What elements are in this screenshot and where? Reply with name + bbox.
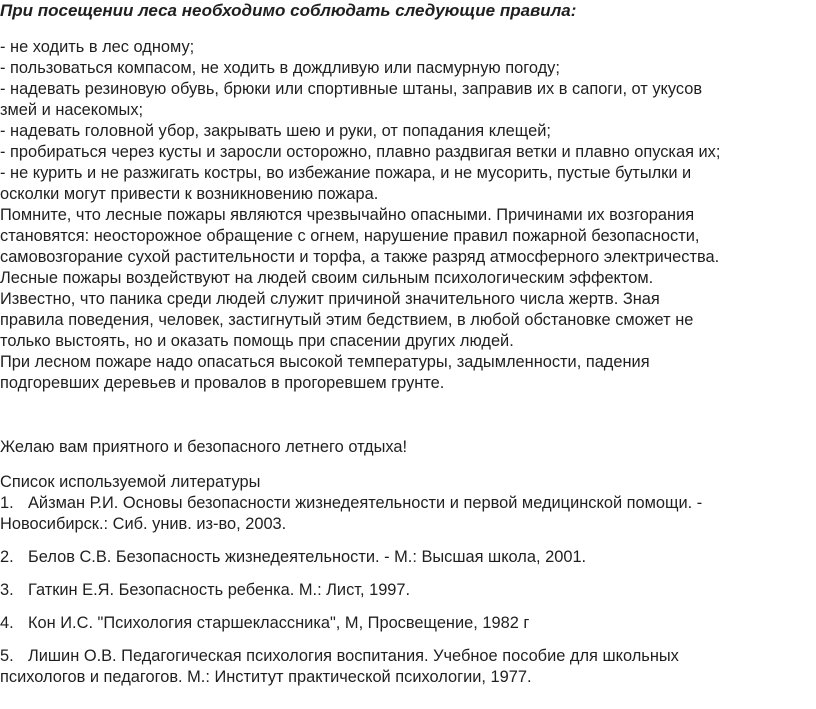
reference-text: психологов и педагогов. М.: Институт практической психологии, 1977. — [0, 668, 532, 686]
reference-number: 2. — [0, 548, 14, 566]
reference-number: 3. — [0, 581, 14, 599]
document-heading: При посещении леса необходимо соблюдать следующие правила: — [0, 1, 577, 20]
rule-line: - не курить и не разжигать костры, во избежание пожара, и не мусорить, пустые бутылки и — [0, 164, 692, 182]
paragraph-line: правила поведения, человек, застигнутый этим бедствием, в любой обстановке сможет не — [0, 311, 694, 329]
reference-text: Новосибирск.: Сиб. унив. из-во, 2003. — [0, 515, 287, 533]
rule-line: - пользоваться компасом, не ходить в дождливую или пасмурную погоду; — [0, 59, 560, 77]
references-section — [0, 472, 702, 688]
reference-number: 5. — [0, 647, 14, 665]
rule-line: - пробираться через кусты и заросли осторожно, плавно раздвигая ветки и плавно опуская их; — [0, 143, 721, 161]
paragraph-line: только выстоять, но и оказать помощь при спасении других людей. — [0, 332, 514, 350]
paragraph-line: подгоревших деревьев и провалов в прогоревшем грунте. — [0, 374, 445, 392]
paragraph-line: самовозгорание сухой растительности и торфа, а также разряд атмосферного электричества. — [0, 248, 720, 266]
reference-text: Белов С.В. Безопасность жизнедеятельности. - М.: Высшая школа, 2001. — [28, 548, 587, 566]
reference-text: Гаткин Е.Я. Безопасность ребенка. М.: Лист, 1997. — [28, 581, 411, 599]
paragraph-line: становятся: неосторожное обращение с огнем, нарушение правил пожарной безопасности, — [0, 227, 700, 245]
rule-line: - надевать резиновую обувь, брюки или спортивные штаны, заправив их в сапоги, от укусов — [0, 80, 703, 98]
rules-body — [0, 37, 720, 394]
paragraph-line: Известно, что паника среди людей служит причиной значительного числа жертв. Зная — [0, 290, 660, 308]
reference-item — [0, 613, 702, 634]
reference-item — [0, 547, 702, 568]
rule-line: змей и насекомых; — [0, 101, 144, 119]
reference-number: 4. — [0, 614, 14, 632]
reference-text: Лишин О.В. Педагогическая психология воспитания. Учебное пособие для школьных — [28, 647, 679, 665]
references-title: Список используемой литературы — [0, 473, 261, 491]
rule-line: - надевать головной убор, закрывать шею и руки, от попадания клещей; — [0, 122, 551, 140]
reference-item — [0, 493, 702, 535]
reference-item — [0, 646, 702, 688]
paragraph-line: Помните, что лесные пожары являются чрезвычайно опасными. Причинами их возгорания — [0, 206, 695, 224]
paragraph-line: При лесном пожаре надо опасаться высокой температуры, задымленности, падения — [0, 353, 650, 371]
reference-text: Айзман Р.И. Основы безопасности жизнедеятельности и первой медицинской помощи. - — [28, 494, 703, 512]
rule-line: осколки могут привести к возникновению пожара. — [0, 185, 379, 203]
reference-item — [0, 580, 702, 601]
reference-text: Кон И.С. "Психология старшеклассника", М, Просвещение, 1982 г — [28, 614, 530, 632]
rule-line: - не ходить в лес одному; — [0, 38, 195, 56]
paragraph-line: Лесные пожары воздействуют на людей своим сильным психологическим эффектом. — [0, 269, 654, 287]
closing-wish: Желаю вам приятного и безопасного летнего отдыха! — [0, 438, 408, 456]
reference-number: 1. — [0, 494, 14, 512]
